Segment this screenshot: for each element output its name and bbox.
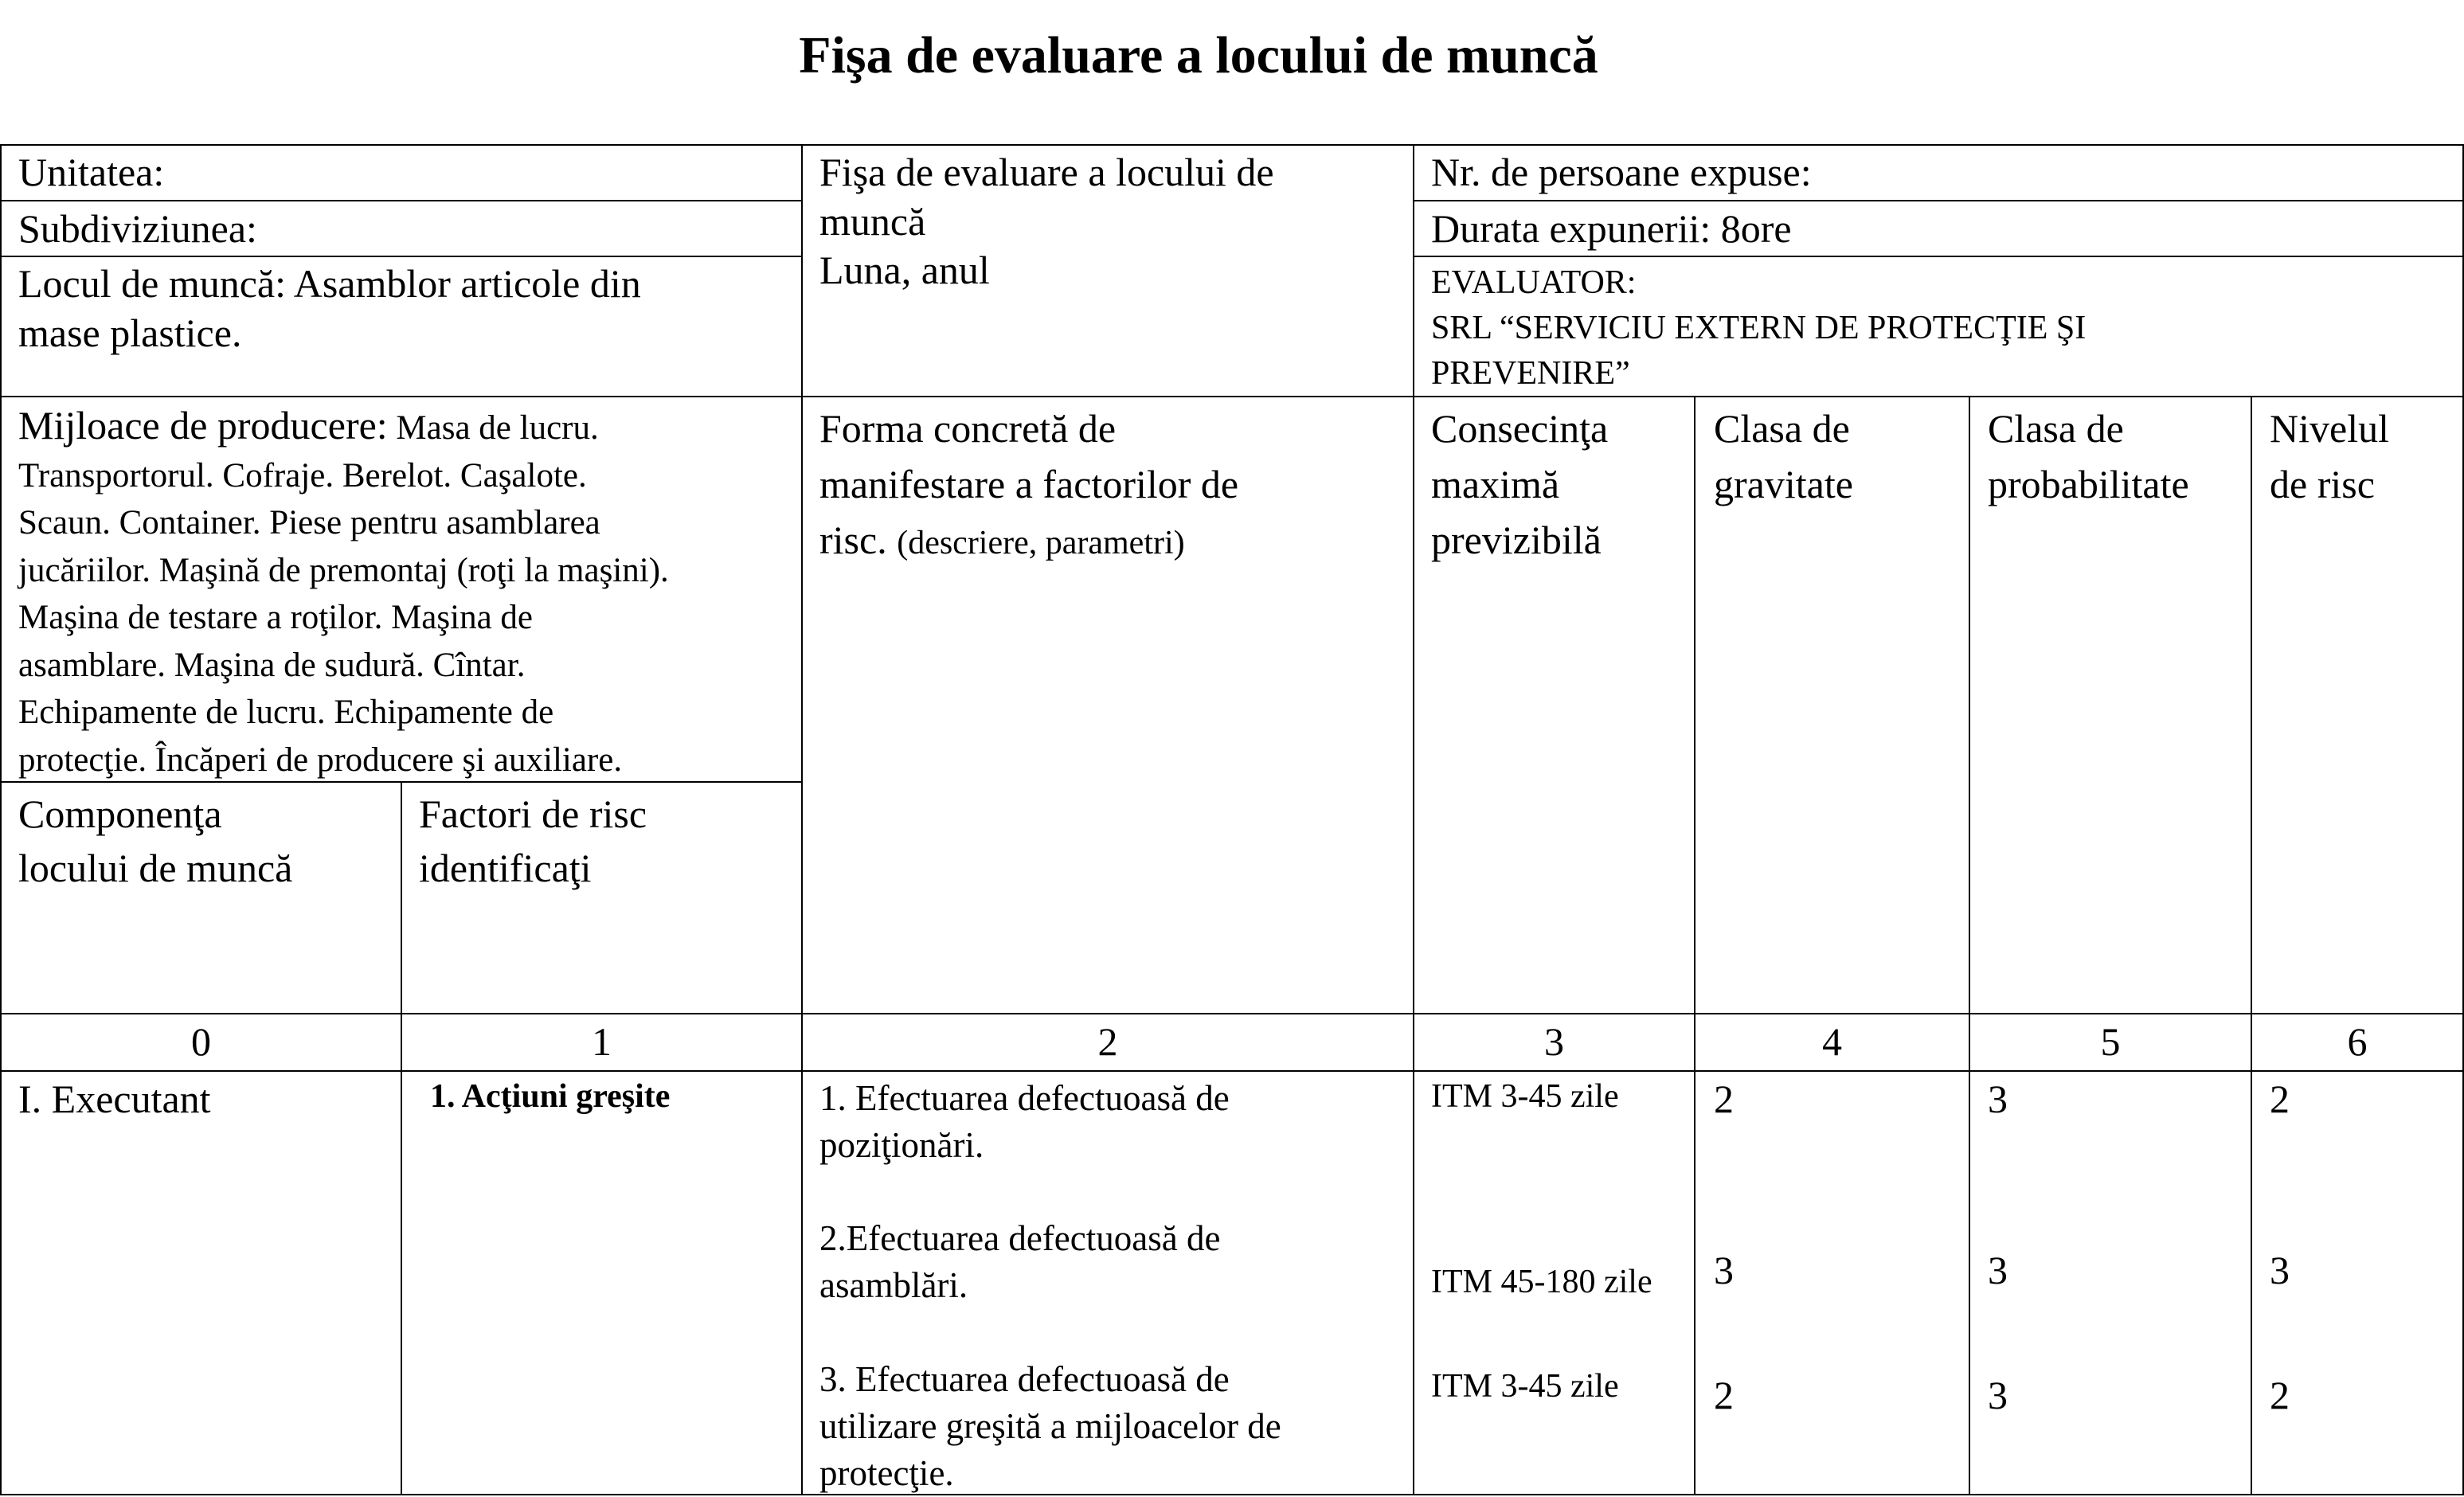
col-header-gravitate bbox=[1714, 401, 1853, 512]
col-header-consecinta bbox=[1431, 401, 1608, 568]
gravitate-value: 3 bbox=[1714, 1248, 1734, 1292]
forma-line: poziţionări. bbox=[819, 1125, 984, 1165]
mijloace-de-producere bbox=[18, 402, 669, 784]
header-line: identificaţi bbox=[419, 846, 592, 890]
column-divider bbox=[1969, 396, 1970, 1495]
forma-note: (descriere, parametri) bbox=[897, 525, 1185, 561]
column-divider bbox=[1694, 396, 1695, 1495]
evaluator-label: EVALUATOR: bbox=[1431, 264, 1637, 301]
subdiviziunea-label: Subdiviziunea: bbox=[18, 206, 257, 251]
probabilitate-value: 3 bbox=[1988, 1248, 2008, 1292]
nr-persoane-label: Nr. de persoane expuse: bbox=[1431, 150, 1812, 194]
table-border-left bbox=[0, 144, 2, 1495]
unitatea-label: Unitatea: bbox=[18, 150, 165, 194]
probabilitate-value: 3 bbox=[1988, 1077, 2008, 1121]
nivel-value: 2 bbox=[2270, 1077, 2290, 1121]
gravitate-value: 2 bbox=[1714, 1077, 1734, 1121]
fisa-line: Fişa de evaluare a locului de bbox=[819, 150, 1274, 194]
fisa-evaluare-cell bbox=[819, 148, 1274, 295]
forma-line: 1. Efectuarea defectuoasă de bbox=[819, 1078, 1230, 1118]
factor-actiuni-gresite: 1. Acţiuni greşite bbox=[430, 1078, 671, 1115]
column-number: 5 bbox=[2100, 1019, 2121, 1064]
header-line: locului de muncă bbox=[18, 846, 293, 890]
locul-line: mase plastice. bbox=[18, 310, 242, 355]
forma-line: asamblări. bbox=[819, 1265, 968, 1305]
probabilitate-value: 3 bbox=[1988, 1373, 2008, 1417]
row-divider bbox=[0, 200, 801, 201]
header-line: previzibilă bbox=[1431, 518, 1602, 562]
consecinta-value: ITM 3-45 zile bbox=[1431, 1078, 1619, 1115]
page-title: Fişa de evaluare a locului de muncă bbox=[799, 26, 1598, 84]
forma-item bbox=[819, 1075, 1230, 1169]
gravitate-value: 2 bbox=[1714, 1373, 1734, 1417]
table-border-top bbox=[0, 144, 2464, 146]
header-line: risc. bbox=[819, 518, 887, 562]
header-line: Componenţa bbox=[18, 791, 222, 836]
header-line: manifestare a factorilor de bbox=[819, 462, 1239, 506]
componenta-executant: I. Executant bbox=[18, 1077, 211, 1121]
column-divider bbox=[401, 781, 402, 1495]
consecinta-value: ITM 45-180 zile bbox=[1431, 1264, 1652, 1300]
mijloace-line: Masa de lucru. bbox=[396, 409, 599, 447]
durata-label: Durata expunerii: 8ore bbox=[1431, 206, 1792, 251]
header-line: Factori de risc bbox=[419, 791, 647, 836]
mijloace-line: Transportorul. Cofraje. Berelot. Caşalote. bbox=[18, 456, 587, 494]
header-line: Consecinţa bbox=[1431, 406, 1609, 451]
evaluator-cell bbox=[1431, 260, 2086, 397]
nivel-value: 3 bbox=[2270, 1248, 2290, 1292]
row-divider bbox=[0, 396, 2464, 397]
evaluator-line: PREVENIRE” bbox=[1431, 355, 1630, 392]
forma-item bbox=[819, 1356, 1281, 1497]
header-line: Forma concretă de bbox=[819, 406, 1117, 451]
header-line: Clasa de bbox=[1714, 406, 1850, 451]
column-number: 0 bbox=[191, 1019, 211, 1064]
column-number: 2 bbox=[1097, 1019, 1118, 1064]
col-header-factori bbox=[419, 787, 647, 895]
fisa-line: muncă bbox=[819, 198, 926, 244]
column-number: 6 bbox=[2347, 1019, 2368, 1064]
col-header-probabilitate bbox=[1988, 401, 2189, 512]
mijloace-line: asamblare. Maşina de sudură. Cîntar. bbox=[18, 646, 526, 684]
forma-line: 2.Efectuarea defectuoasă de bbox=[819, 1218, 1221, 1258]
row-divider bbox=[0, 256, 801, 257]
mijloace-label: Mijloace de producere: bbox=[18, 403, 388, 448]
header-line: Nivelul bbox=[2270, 406, 2389, 451]
column-divider bbox=[2251, 396, 2252, 1495]
forma-line: protecţie. bbox=[819, 1453, 954, 1493]
col-header-forma bbox=[819, 401, 1238, 571]
forma-item bbox=[819, 1215, 1220, 1309]
row-divider bbox=[1413, 200, 2464, 201]
mijloace-line: Scaun. Container. Piese pentru asamblarea bbox=[18, 504, 600, 541]
column-number: 3 bbox=[1544, 1019, 1564, 1064]
row-divider bbox=[1413, 256, 2464, 257]
locul-line: Locul de muncă: Asamblor articole din bbox=[18, 261, 641, 306]
consecinta-value: ITM 3-45 zile bbox=[1431, 1368, 1619, 1405]
column-number: 1 bbox=[592, 1019, 612, 1064]
luna-anul: Luna, anul bbox=[819, 248, 990, 292]
evaluator-line: SRL “SERVICIU EXTERN DE PROTECŢIE ŞI bbox=[1431, 310, 2087, 346]
header-line: Clasa de bbox=[1988, 406, 2124, 451]
forma-line: 3. Efectuarea defectuoasă de bbox=[819, 1359, 1230, 1399]
mijloace-line: jucăriilor. Maşină de premontaj (roţi la maşini). bbox=[18, 551, 669, 589]
header-line: de risc bbox=[2270, 462, 2375, 506]
row-divider bbox=[0, 1070, 2464, 1072]
row-divider bbox=[0, 1013, 2464, 1014]
forma-line: utilizare greşită a mijloacelor de bbox=[819, 1406, 1281, 1446]
col-header-nivel bbox=[2270, 401, 2389, 512]
header-line: probabilitate bbox=[1988, 462, 2189, 506]
mijloace-line: Maşina de testare a roţilor. Maşina de bbox=[18, 599, 533, 636]
header-line: maximă bbox=[1431, 462, 1560, 506]
column-divider bbox=[801, 144, 803, 1495]
mijloace-line: protecţie. Încăperi de producere şi auxiliare. bbox=[18, 741, 623, 779]
column-divider bbox=[1413, 144, 1414, 1495]
nivel-value: 2 bbox=[2270, 1373, 2290, 1417]
column-number: 4 bbox=[1822, 1019, 1842, 1064]
col-header-componenta bbox=[18, 787, 292, 895]
locul-de-munca bbox=[18, 260, 641, 358]
mijloace-line: Echipamente de lucru. Echipamente de bbox=[18, 694, 554, 731]
header-line: gravitate bbox=[1714, 462, 1853, 506]
